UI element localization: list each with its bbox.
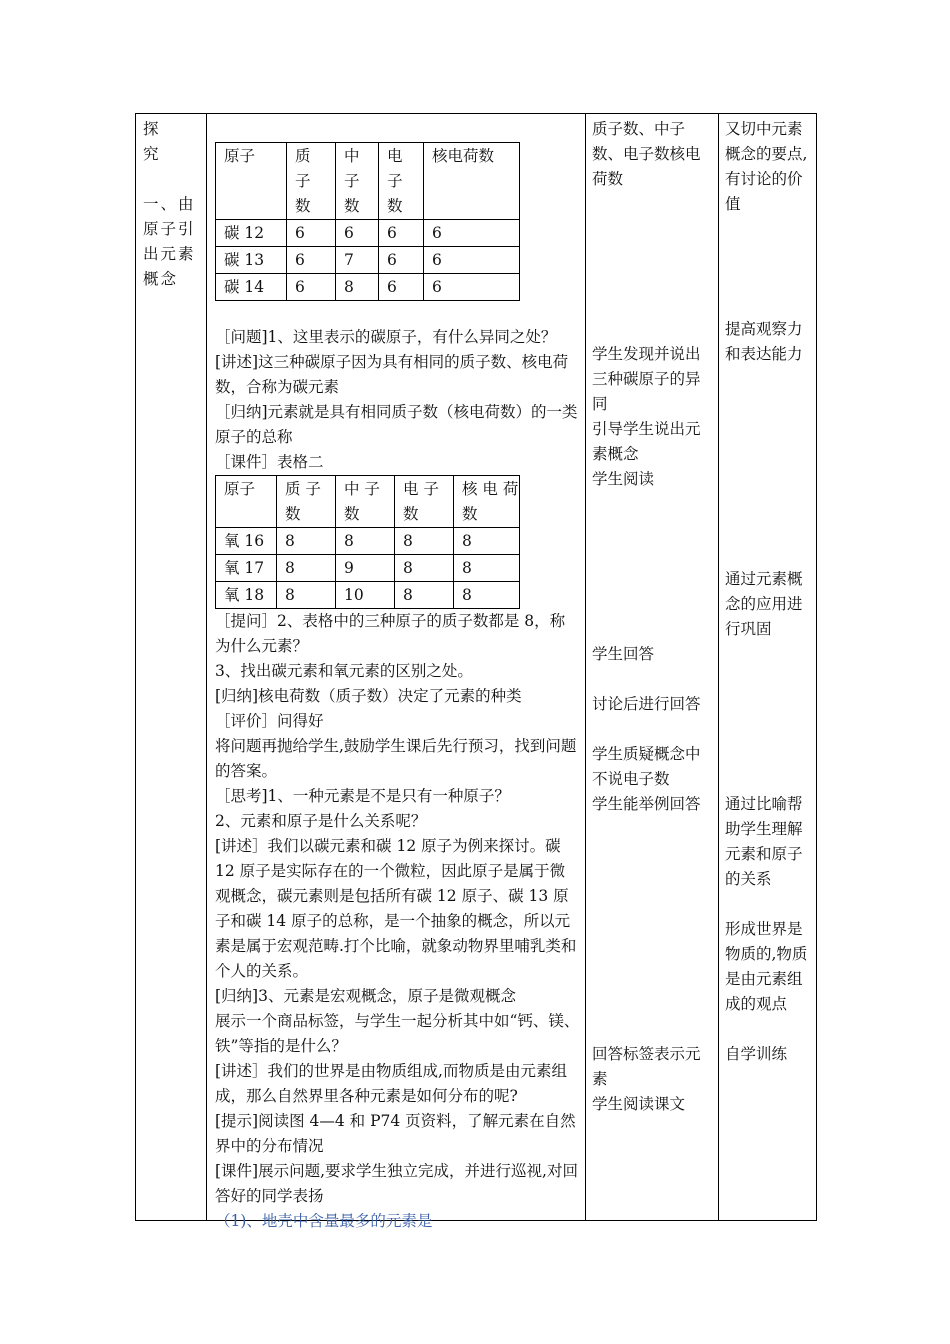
- evaluation-text: ［评价］问得好: [215, 712, 324, 730]
- student-note: 学生发现并说出三种碳原子的异同: [592, 345, 701, 413]
- table-cell: 氧 18: [216, 582, 277, 609]
- table-cell: 碳 12: [216, 220, 287, 247]
- thinking-text: 2、元素和原子是什么关系呢？: [215, 812, 427, 830]
- table-cell: 6: [287, 247, 336, 274]
- table-row: [216, 528, 520, 555]
- table-cell: 6: [336, 220, 379, 247]
- table-header-cell: 中 子 数: [336, 476, 395, 528]
- student-note: 回答标签表示元素: [592, 1045, 701, 1088]
- table-header-cell: 电子数: [379, 143, 424, 220]
- table-cell: 6: [424, 247, 520, 274]
- intent-note: 通过比喻帮助学生理解元素和原子的关系: [725, 795, 803, 888]
- table-header-cell: 电 子 数: [395, 476, 454, 528]
- table-cell: 8: [277, 582, 336, 609]
- table-row: [216, 247, 520, 274]
- table-row: [216, 220, 520, 247]
- table-cell: 8: [277, 528, 336, 555]
- table-row: [216, 274, 520, 301]
- section-heading: 一、由: [143, 195, 196, 213]
- thinking-text: ［思考]1、一种元素是不是只有一种原子？: [215, 787, 510, 805]
- hint-text: [提示]阅读图 4—4 和 P74 页资料，了解元素在自然界中的分布情况: [215, 1112, 576, 1155]
- stage-title: 探: [143, 120, 161, 138]
- table-cell: 碳 14: [216, 274, 287, 301]
- stage-column: [143, 117, 203, 292]
- table-cell: 6: [379, 247, 424, 274]
- lecture-text: [讲述]这三种碳原子因为具有相同的质子数、核电荷数，合称为碳元素: [215, 353, 569, 396]
- table-cell: 8: [454, 555, 520, 582]
- teacher-activity-column: [215, 117, 580, 1234]
- table-cell: 8: [395, 582, 454, 609]
- courseware-label: ［课件］表格二: [215, 453, 324, 471]
- student-note: 学生能举例回答: [592, 795, 701, 813]
- table-cell: 碳 13: [216, 247, 287, 274]
- column-divider: [206, 113, 207, 1221]
- table-header-cell: 中子数: [336, 143, 379, 220]
- table-cell: 8: [395, 555, 454, 582]
- section-heading: 概念: [143, 270, 179, 288]
- table-cell: 9: [336, 555, 395, 582]
- summary-text: [归纳]3、元素是宏观概念，原子是微观概念: [215, 987, 516, 1005]
- table-cell: 6: [287, 220, 336, 247]
- student-note: 学生阅读课文: [592, 1095, 686, 1113]
- table-row: [216, 555, 520, 582]
- summary-text: ［归纳]元素就是具有相同质子数（核电荷数）的一类原子的总称: [215, 403, 578, 446]
- table-header-row: [216, 476, 520, 528]
- table-cell: 10: [336, 582, 395, 609]
- summary-text: [归纳]核电荷数（质子数）决定了元素的种类: [215, 687, 522, 705]
- table-header-cell: 质 子 数: [277, 476, 336, 528]
- table-cell: 6: [379, 220, 424, 247]
- lecture-text: [讲述］我们的世界是由物质组成,而物质是由元素组成，那么自然界里各种元素是如何分布的呢?: [215, 1062, 567, 1105]
- student-note: 讨论后进行回答: [592, 695, 701, 713]
- lecture-text: 将问题再抛给学生,鼓励学生课后先行预习，找到问题的答案。: [215, 737, 577, 780]
- table-header-cell: 核 电 荷数: [454, 476, 520, 528]
- table-cell: 8: [454, 582, 520, 609]
- table-cell: 8: [336, 528, 395, 555]
- intent-note: 自学训练: [725, 1045, 788, 1063]
- table-header-row: [216, 143, 520, 220]
- carbon-atom-table: [215, 142, 520, 301]
- table-cell: 8: [277, 555, 336, 582]
- section-heading: 出元素: [143, 245, 196, 263]
- question-text: ［提问］2、表格中的三种原子的质子数都是 8，称为什么元素？: [215, 612, 566, 655]
- table-header-cell: 原子: [216, 476, 277, 528]
- table-header-cell: 原子: [216, 143, 287, 220]
- table-cell: 8: [395, 528, 454, 555]
- question-text: ［问题]1、这里表示的碳原子，有什么异同之处？: [215, 328, 557, 346]
- intent-note: 通过元素概念的应用进行巩固: [725, 570, 803, 638]
- courseware-text: [课件]展示问题,要求学生独立完成，并进行巡视,对回答好的同学表扬: [215, 1162, 578, 1205]
- student-activity-column: [592, 117, 712, 1117]
- oxygen-atom-table: [215, 475, 520, 609]
- intent-note: 又切中元素概念的要点,有讨论的价值: [725, 120, 808, 213]
- student-note: 学生质疑概念中不说电子数: [592, 745, 701, 788]
- column-divider: [585, 113, 586, 1221]
- intent-note: 形成世界是物质的,物质是由元素组成的观点: [725, 920, 808, 1013]
- lecture-text: 展示一个商品标签，与学生一起分析其中如“钙、镁、铁”等指的是什么？: [215, 1012, 580, 1055]
- table-cell: 8: [454, 528, 520, 555]
- column-divider: [718, 113, 719, 1221]
- table-cell: 6: [287, 274, 336, 301]
- table-cell: 8: [336, 274, 379, 301]
- student-note: 学生回答: [592, 645, 655, 663]
- stage-title: 究: [143, 145, 161, 163]
- table-row: [216, 582, 520, 609]
- section-heading: 原子引: [143, 220, 196, 238]
- exercise-question: （1)、地壳中含量最多的元素是: [215, 1212, 433, 1230]
- table-cell: 6: [424, 274, 520, 301]
- intent-note: 提高观察力和表达能力: [725, 320, 803, 363]
- question-text: 3、找出碳元素和氧元素的区别之处。: [215, 662, 473, 680]
- table-header-cell: 质子数: [287, 143, 336, 220]
- table-cell: 7: [336, 247, 379, 274]
- student-note: 学生阅读: [592, 470, 655, 488]
- lecture-text: [讲述］我们以碳元素和碳 12 原子为例来探讨。碳 12 原子是实际存在的一个微粒，因此原子是属于微观概念，碳元素则是包括所有碳 12 原子、碳 13 原子和碳 14 原子的总称，是一个抽象的概念，所以元素是属于宏观范畴.打个比喻，就象动物界里哺乳类和个人的关系。: [215, 837, 577, 980]
- table-cell: 氧 17: [216, 555, 277, 582]
- table-cell: 氧 16: [216, 528, 277, 555]
- student-note: 质子数、中子数、电子数核电荷数: [592, 120, 701, 188]
- design-intent-column: [725, 117, 811, 1067]
- student-note: 引导学生说出元素概念: [592, 420, 701, 463]
- table-cell: 6: [424, 220, 520, 247]
- table-cell: 6: [379, 274, 424, 301]
- table-header-cell: 核电荷数: [424, 143, 520, 220]
